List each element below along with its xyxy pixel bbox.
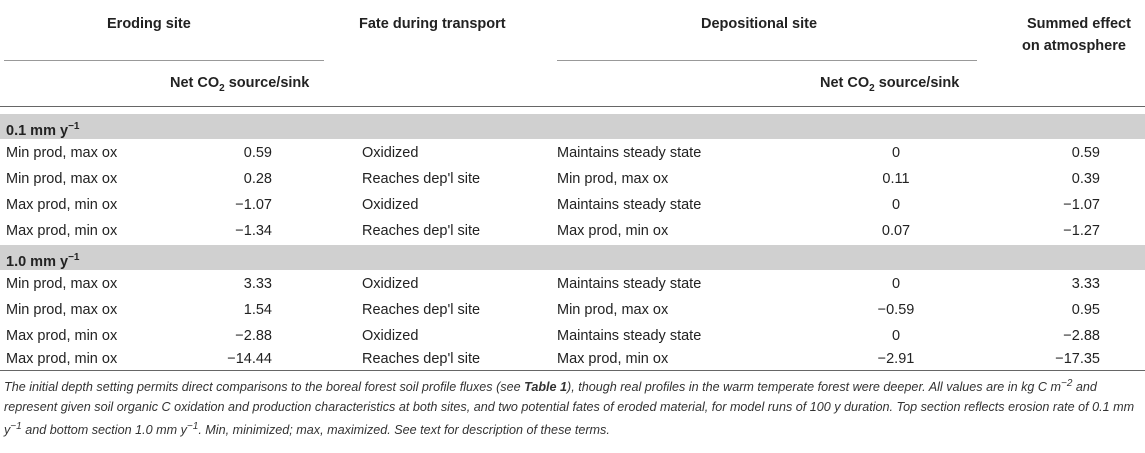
cell-depositional: Maintains steady state — [557, 328, 702, 344]
header-depositional-underline — [557, 60, 977, 61]
section-band-0.1 — [0, 114, 1145, 139]
cell-eroding-value: 0.59 — [243, 145, 272, 161]
cell-eroding-value: −1.07 — [235, 197, 272, 213]
cell-fate: Oxidized — [362, 276, 419, 292]
cell-eroding-value: −2.88 — [235, 328, 272, 344]
section-label: 0.1 mm $y^{-1}$ — [6, 121, 80, 139]
cell-dep-value: −0.59 — [877, 302, 915, 318]
header-eroding-underline — [4, 60, 324, 61]
cell-depositional: Maintains steady state — [557, 145, 702, 161]
cell-eroding: Min prod, max ox — [6, 145, 118, 161]
cell-eroding: Max prod, min ox — [6, 328, 118, 344]
cell-summed: 3.33 — [1071, 276, 1100, 292]
cell-eroding: Min prod, max ox — [6, 171, 118, 187]
cell-eroding: Min prod, max ox — [6, 276, 118, 292]
cell-summed: −1.07 — [1063, 197, 1100, 213]
cell-dep-value: 0 — [891, 328, 901, 344]
cell-eroding-value: −14.44 — [227, 351, 272, 367]
cell-eroding-value: −1.34 — [235, 223, 272, 239]
cell-fate: Reaches dep'l site — [362, 351, 481, 367]
section-label: 1.0 mm $y^{-1}$ — [6, 252, 80, 270]
cell-summed: 0.59 — [1071, 145, 1100, 161]
header-depositional-site: Depositional site — [701, 16, 818, 32]
cell-eroding: Max prod, min ox — [6, 223, 118, 239]
cell-eroding-value: 0.28 — [243, 171, 272, 187]
cell-eroding-value: 3.33 — [243, 276, 272, 292]
table-footnote: The initial depth setting permits direct comparisons to the boreal forest soil profile fluxes (see Table 1), though real profiles in the warm temperate forest were deeper. All values are in kg C $m^{-2}$ and represent given soil organic C oxidation and production characteristics at both sites, and two potential fates of eroded material, for model runs of 100 y duration. Top section reflects erosion rate of 0.1 mm $y^{-1}$ and bottom section 1.0 mm $y^{-1}$. Min, minimized; max, maximized. See text for description of these terms. — [4, 378, 1135, 438]
cell-depositional: Min prod, max ox — [557, 302, 669, 318]
cell-summed: −2.88 — [1063, 328, 1100, 344]
cell-eroding-value: 1.54 — [243, 302, 272, 318]
cell-depositional: Max prod, min ox — [557, 351, 669, 367]
cell-fate: Oxidized — [362, 328, 419, 344]
cell-depositional: Maintains steady state — [557, 197, 702, 213]
cell-depositional: Maintains steady state — [557, 276, 702, 292]
cell-dep-value: −2.91 — [877, 351, 915, 367]
table-bottom-rule — [0, 370, 1145, 371]
cell-eroding: Max prod, min ox — [6, 197, 118, 213]
cell-dep-value: 0.07 — [881, 223, 911, 239]
cell-dep-value: 0 — [891, 276, 901, 292]
cell-fate: Reaches dep'l site — [362, 302, 481, 318]
cell-dep-value: 0.11 — [882, 171, 910, 187]
header-depositional-net-co2: Net $CO_2$ source/sink — [820, 75, 960, 94]
cell-dep-value: 0 — [891, 197, 901, 213]
header-eroding-net-co2: Net $CO_2$ source/sink — [170, 75, 310, 94]
cell-eroding: Min prod, max ox — [6, 302, 118, 318]
cell-summed: −1.27 — [1063, 223, 1100, 239]
header-bottom-rule — [0, 106, 1145, 107]
cell-summed: 0.39 — [1071, 171, 1100, 187]
cell-fate: Oxidized — [362, 197, 419, 213]
cell-depositional: Min prod, max ox — [557, 171, 669, 187]
header-summed-effect-line2: on atmosphere — [1022, 38, 1126, 54]
cell-eroding: Max prod, min ox — [6, 351, 118, 367]
cell-summed: −17.35 — [1055, 351, 1100, 367]
cell-fate: Oxidized — [362, 145, 419, 161]
cell-depositional: Max prod, min ox — [557, 223, 669, 239]
header-eroding-site: Eroding site — [107, 16, 191, 32]
header-summed-effect-line1: Summed effect — [1027, 16, 1131, 32]
cell-dep-value: 0 — [891, 145, 901, 161]
cell-fate: Reaches dep'l site — [362, 223, 481, 239]
header-fate-during-transport: Fate during transport — [359, 16, 506, 32]
section-band-1.0 — [0, 245, 1145, 270]
cell-fate: Reaches dep'l site — [362, 171, 481, 187]
cell-summed: 0.95 — [1071, 302, 1100, 318]
